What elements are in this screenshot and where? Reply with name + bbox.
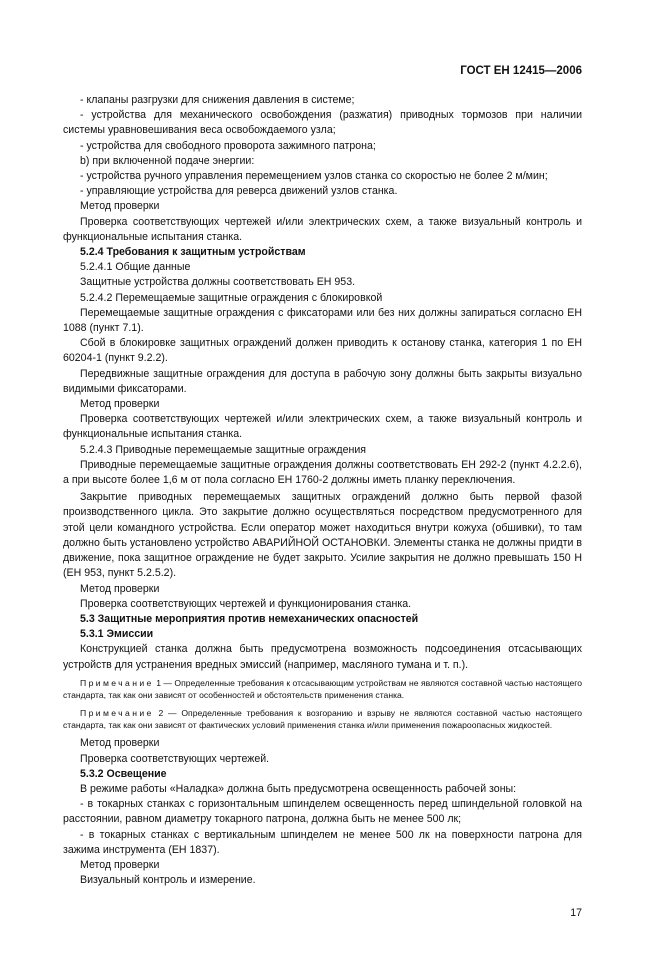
note-label: Примечание [80, 707, 154, 718]
note-1 [63, 677, 582, 702]
note-text: — Определенные требования к отсасывающим устройствам не являются составной частью настоящего стандарта, так как они зависят от особенностей и обстоятельств применения станка. [63, 677, 582, 701]
method-label: Метод проверки [80, 200, 160, 213]
page-number-text: 17 [570, 907, 582, 920]
list-item: - устройства для свободного проворота зажимного патрона; [80, 139, 376, 152]
page-number [63, 906, 582, 920]
paragraph: Приводные перемещаемые защитные ограждения должны соответствовать ЕН 292-2 (пункт 4.2.2.6), а при высоте более 1,6 м от пола согласно ЕН 1760-2 должны иметь планку переключения. [63, 458, 582, 487]
list-item: b) при включенной подаче энергии: [80, 154, 255, 167]
list-item: - клапаны разгрузки для снижения давления в системе; [80, 94, 355, 106]
list-item: - устройства для механического освобождения (разжатия) приводных тормозов при наличии системы уравновешивания веса освобождаемого узла; [63, 109, 582, 137]
section-heading: 5.3 Защитные мероприятия против немеханических опасностей [80, 612, 419, 625]
list-item: - в токарных станках с горизонтальным шпинделем освещенность перед шпиндельной головкой на расстоянии, равном диаметру токарного патрона, должна быть не менее 500 лк; [63, 798, 582, 826]
method-label: Метод проверки [80, 398, 160, 411]
list-item: - устройства ручного управления перемещением узлов станка со скоростью не более 2 м/мин; [80, 170, 548, 183]
method-label: Метод проверки [80, 737, 160, 750]
paragraph: Проверка соответствующих чертежей и/или электрических схем, а также визуальный контроль и функциональные испытания станка. [63, 413, 582, 441]
method-label: Метод проверки [80, 582, 160, 595]
paragraph: Конструкцией станка должна быть предусмотрена возможность подсоединения отсасывающих устройств для устранения вредных эмиссий (например, масляного тумана и т. п.). [63, 643, 582, 671]
list-item: - в токарных станках с вертикальным шпинделем не менее 500 лк на поверхности патрона для зажима инструмента (ЕН 1837). [63, 828, 582, 856]
note-number: 2 [158, 707, 164, 718]
list-item: - управляющие устройства для реверса движений узлов станка. [80, 185, 398, 198]
paragraph: В режиме работы «Наладка» должна быть предусмотрена освещенность рабочей зоны: [80, 782, 517, 795]
standard-designation: ГОСТ ЕН 12415—2006 [460, 65, 582, 77]
paragraph: Перемещаемые защитные ограждения с фиксаторами или без них должны запираться согласно ЕН 1088 (пункт 7.1). [63, 306, 582, 335]
subsection-heading: 5.2.4.2 Перемещаемые защитные ограждения с блокировкой [80, 291, 383, 304]
section-heading: 5.2.4 Требования к защитным устройствам [80, 246, 306, 259]
note-number: 1 [156, 677, 161, 688]
method-label: Метод проверки [80, 858, 160, 871]
document-body [63, 93, 582, 888]
paragraph: Визуальный контроль и измерение. [80, 874, 256, 887]
note-label: Примечание [80, 677, 154, 688]
subsection-heading: 5.2.4.1 Общие данные [80, 261, 191, 274]
paragraph: Сбой в блокировке защитных ограждений должен приводить к останову станка, категория 1 по ЕН 60204-1 (пункт 9.2.2). [63, 337, 582, 365]
note-2 [63, 707, 582, 732]
paragraph: Передвижные защитные ограждения для доступа в рабочую зону должны быть закрыты визуально видимыми фиксаторами. [63, 367, 582, 395]
subsection-heading: 5.2.4.3 Приводные перемещаемые защитные ограждения [80, 443, 366, 456]
paragraph: Проверка соответствующих чертежей и функционирования станка. [80, 597, 412, 610]
paragraph: Закрытие приводных перемещаемых защитных ограждений должно быть первой фазой производственного цикла. Это закрытие должно осуществляться посредством предусмотренного для этой цели командного устройства. Если оператор может находиться внутри кожуха (обшивки), то там должно быть установлено устройство АВАРИЙНОЙ ОСТАНОВКИ. Элементы станка не должны придти в движение, пока защитное ограждение не будет закрыто. Усилие закрытия не должно превышать 150 Н (ЕН 953, пункт 5.2.5.2). [63, 491, 582, 580]
section-heading: 5.3.1 Эмиссии [80, 628, 154, 641]
paragraph: Проверка соответствующих чертежей. [80, 752, 270, 765]
document-header [63, 64, 582, 78]
paragraph: Проверка соответствующих чертежей и/или электрических схем, а также визуальный контроль и функциональные испытания станка. [63, 215, 582, 243]
section-heading: 5.3.2 Освещение [80, 767, 167, 780]
note-text: — Определенные требования к возгоранию и взрыву не являются составной частью настоящего стандарта, так как они зависят от фактических условий применения станка и/или применения пожароопасных жидкостей. [63, 707, 583, 730]
paragraph: Защитные устройства должны соответствовать ЕН 953. [80, 276, 356, 289]
document-page [63, 0, 582, 960]
